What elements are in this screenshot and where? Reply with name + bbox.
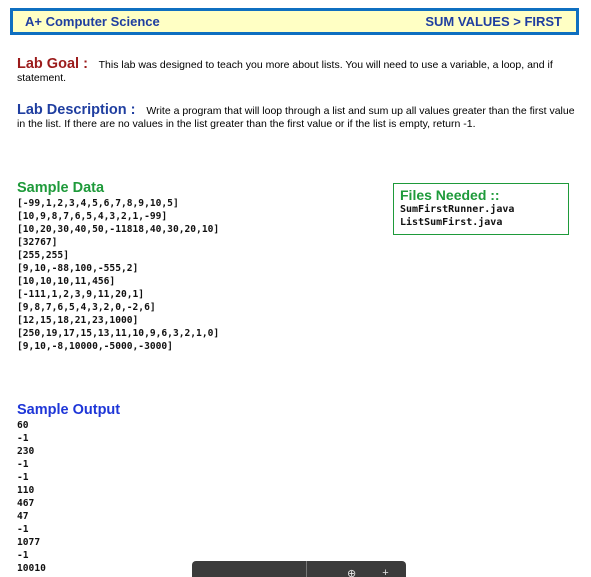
files-needed-list (400, 203, 562, 229)
sample-output-line: 47 (17, 511, 29, 522)
sample-output-line: -1 (17, 472, 29, 483)
sample-data-line: [32767] (17, 237, 58, 248)
title-banner (10, 8, 579, 35)
lab-goal-text: This lab was designed to teach you more about lists. You will need to use a variable, a loop, and if statement. (17, 59, 553, 84)
toolbar-divider (306, 561, 307, 577)
sample-output-heading: Sample Output (17, 402, 121, 418)
sample-data-list (17, 197, 219, 353)
sample-output-line: 467 (17, 498, 35, 509)
sample-data-line: [10,10,10,11,456] (17, 276, 116, 287)
sample-output-line: -1 (17, 550, 29, 561)
sample-data-heading: Sample Data (17, 180, 105, 196)
file-name: SumFirstRunner.java (400, 204, 515, 215)
sample-output-line: 60 (17, 420, 29, 431)
sample-data-line: [10,9,8,7,6,5,4,3,2,1,-99] (17, 211, 168, 222)
sample-output-line: -1 (17, 433, 29, 444)
lab-goal-heading: Lab Goal : (17, 56, 88, 72)
sample-output-line: -1 (17, 524, 29, 535)
sample-data-line: [-99,1,2,3,4,5,6,7,8,9,10,5] (17, 198, 179, 209)
sample-data-line: [9,8,7,6,5,4,3,2,0,-2,6] (17, 302, 156, 313)
sample-output-line: 110 (17, 485, 35, 496)
viewer-toolbar (192, 561, 406, 577)
sample-output-line: 10010 (17, 563, 46, 574)
sample-data-line: [250,19,17,15,13,11,10,9,6,3,2,1,0] (17, 328, 220, 339)
file-name: ListSumFirst.java (400, 217, 503, 228)
sample-output-line: -1 (17, 459, 29, 470)
plus-icon[interactable]: + (382, 567, 389, 577)
files-needed-heading: Files Needed :: (400, 187, 500, 203)
lab-description-section (17, 104, 579, 131)
lab-description-heading: Lab Description : (17, 102, 136, 118)
lab-goal-section (17, 58, 579, 85)
sample-data-line: [12,15,18,21,23,1000] (17, 315, 139, 326)
sample-output-list (17, 419, 46, 575)
files-needed-box (393, 183, 569, 235)
course-title: A+ Computer Science (25, 14, 160, 29)
lab-title: SUM VALUES > FIRST (425, 14, 562, 29)
lab-description-text: Write a program that will loop through a list and sum up all values greater than the first value in the list. If there are no values in the list greater than the first value or if the list is empty, return -1. (17, 105, 575, 130)
sample-output-line: 230 (17, 446, 35, 457)
zoom-in-icon[interactable]: ⊕ (347, 568, 357, 577)
sample-data-line: [-111,1,2,3,9,11,20,1] (17, 289, 145, 300)
sample-data-line: [10,20,30,40,50,-11818,40,30,20,10] (17, 224, 220, 235)
sample-data-line: [9,10,-88,100,-555,2] (17, 263, 139, 274)
sample-output-line: 1077 (17, 537, 41, 548)
sample-data-line: [9,10,-8,10000,-5000,-3000] (17, 341, 173, 352)
sample-data-line: [255,255] (17, 250, 69, 261)
